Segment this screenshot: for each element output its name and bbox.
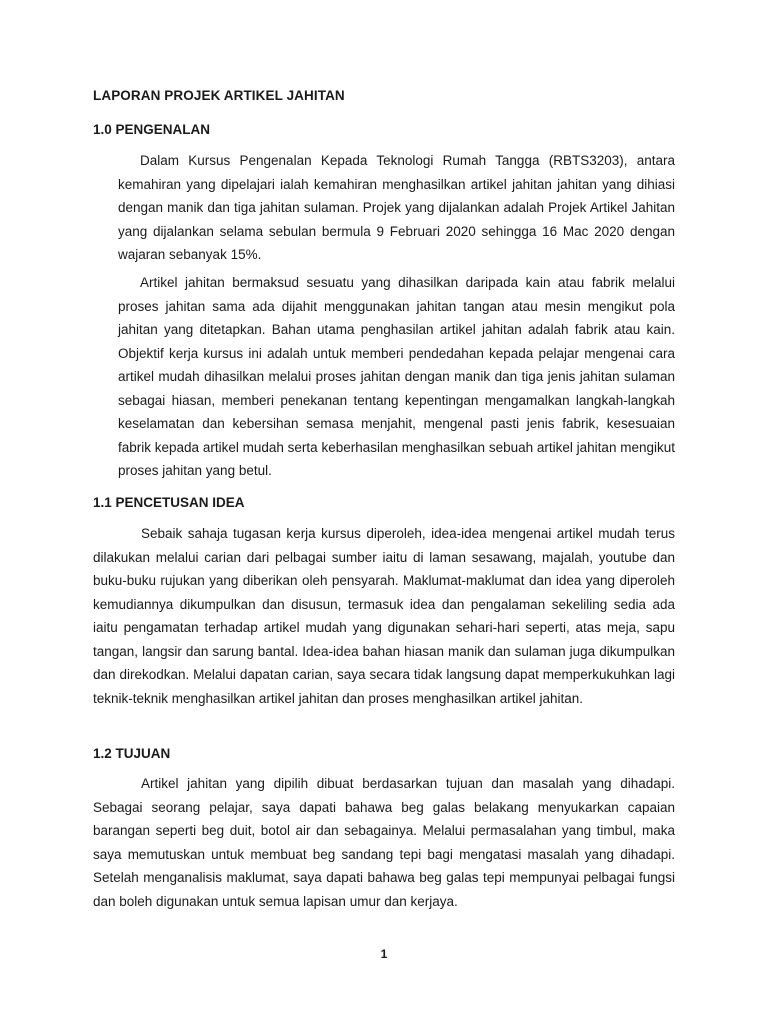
paragraph-tujuan: Artikel jahitan yang dipilih dibuat berdasarkan tujuan dan masalah yang dihadapi. Sebagai seorang pelajar, saya dapati bahawa beg galas belakang menyukarkan capaian barangan seperti beg duit, botol air dan sebagainya. Melalui permasalahan yang timbul, maka saya memutuskan untuk membuat beg sandang tepi bagi mengatasi masalah yang dihadapi. Setelah menganalisis maklumat, saya dapati bahawa beg galas tepi mempunyai pelbagai fungsi dan boleh digunakan untuk semua lapisan umur dan kerjaya. xyxy=(93,776,675,909)
document-title: LAPORAN PROJEK ARTIKEL JAHITAN xyxy=(93,88,345,103)
paragraph-pengenalan-1: Dalam Kursus Pengenalan Kepada Teknologi Rumah Tangga (RBTS3203), antara kemahiran yang dipelajari ialah kemahiran menghasilkan artikel jahitan jahitan yang dihiasi dengan manik dan tiga jahitan sulaman. Projek yang dijalankan adalah Projek Artikel Jahitan yang dijalankan selama sebulan bermula 9 Februari 2020 sehingga 16 Mac 2020 dengan wajaran sebanyak 15%. xyxy=(118,153,675,262)
section-heading-pencetusan-idea: 1.1 PENCETUSAN IDEA xyxy=(93,495,245,510)
paragraph-pengenalan-2: Artikel jahitan bermaksud sesuatu yang dihasilkan daripada kain atau fabrik melalui proses jahitan sama ada dijahit menggunakan jahitan tangan atau mesin mengikut pola jahitan yang ditetapkan. Bahan utama penghasilan artikel jahitan adalah fabrik atau kain. Objektif kerja kursus ini adalah untuk memberi pendedahan kepada pelajar mengenai cara artikel mudah dihasilkan melalui proses jahitan dengan manik dan tiga jenis jahitan sulaman sebagai hiasan, memberi penekanan tentang kepentingan mengamalkan langkah-langkah keselamatan dan kebersihan semasa menjahit, mengenal pasti jenis fabrik, kesesuaian fabrik kepada artikel mudah serta keberhasilan menghasilkan sebuah artikel jahitan mengikut proses jahitan yang betul. xyxy=(118,275,675,478)
page-number: 1 xyxy=(380,947,388,961)
section-heading-tujuan: 1.2 TUJUAN xyxy=(93,746,171,761)
paragraph-pencetusan-idea: Sebaik sahaja tugasan kerja kursus diperoleh, idea-idea mengenai artikel mudah terus dilakukan melalui carian dari pelbagai sumber iaitu di laman sesawang, majalah, youtube dan buku-buku rujukan yang diberikan oleh pensyarah. Maklumat-maklumat dan idea yang diperoleh kemudiannya dikumpulkan dan disusun, termasuk idea dan pengalaman sekeliling sedia ada iaitu pengamatan terhadap artikel mudah yang digunakan sehari-hari seperti, atas meja, sapu tangan, langsir dan sarung bantal. Idea-idea bahan hiasan manik dan sulaman juga dikumpulkan dan direkodkan. Melalui dapatan carian, saya secara tidak langsung dapat memperkukuhkan lagi teknik-teknik menghasilkan artikel jahitan dan proses menghasilkan artikel jahitan. xyxy=(93,526,675,706)
section-heading-pengenalan: 1.0 PENGENALAN xyxy=(93,122,211,137)
